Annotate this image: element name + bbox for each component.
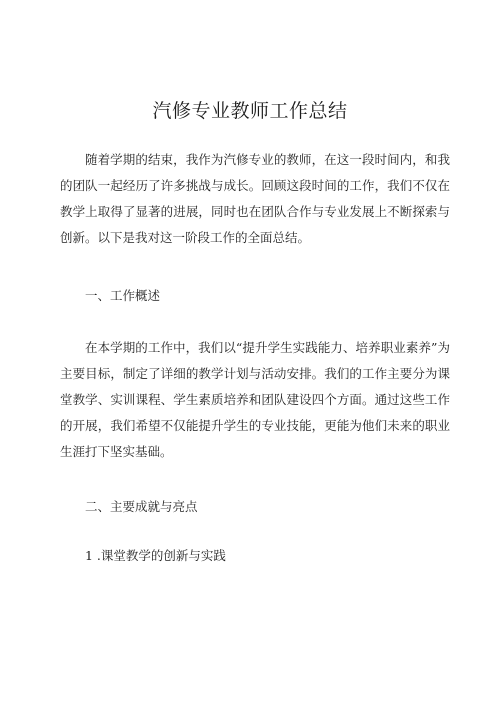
section-heading-achievements: 二、主要成就与亮点 [85, 499, 198, 514]
section-heading-overview: 一、工作概述 [85, 288, 161, 303]
document-title: 汽修专业教师工作总结 [152, 100, 348, 122]
subsection-heading-classroom: 1 .课堂教学的创新与实践 [85, 548, 226, 563]
overview-paragraph: 在本学期的工作中，我们以“提升学生实践能力、培养职业素养”为主要目标，制定了详细的教学计划与活动安排。我们的工作主要分为课堂教学、实训课程、学生素质培养和团队建设四个方面。通过这些工作的开展，我们希望不仅能提升学生的专业技能，更能为他们未来的职业生涯打下坚实基础。 [60, 340, 450, 459]
intro-paragraph: 随着学期的结束，我作为汽修专业的教师，在这一段时间内，和我的团队一起经历了许多挑战与成长。回顾这段时间的工作，我们不仅在教学上取得了显著的进展，同时也在团队合作与专业发展上不断探索与创新。以下是我对这一阶段工作的全面总结。 [60, 152, 450, 245]
